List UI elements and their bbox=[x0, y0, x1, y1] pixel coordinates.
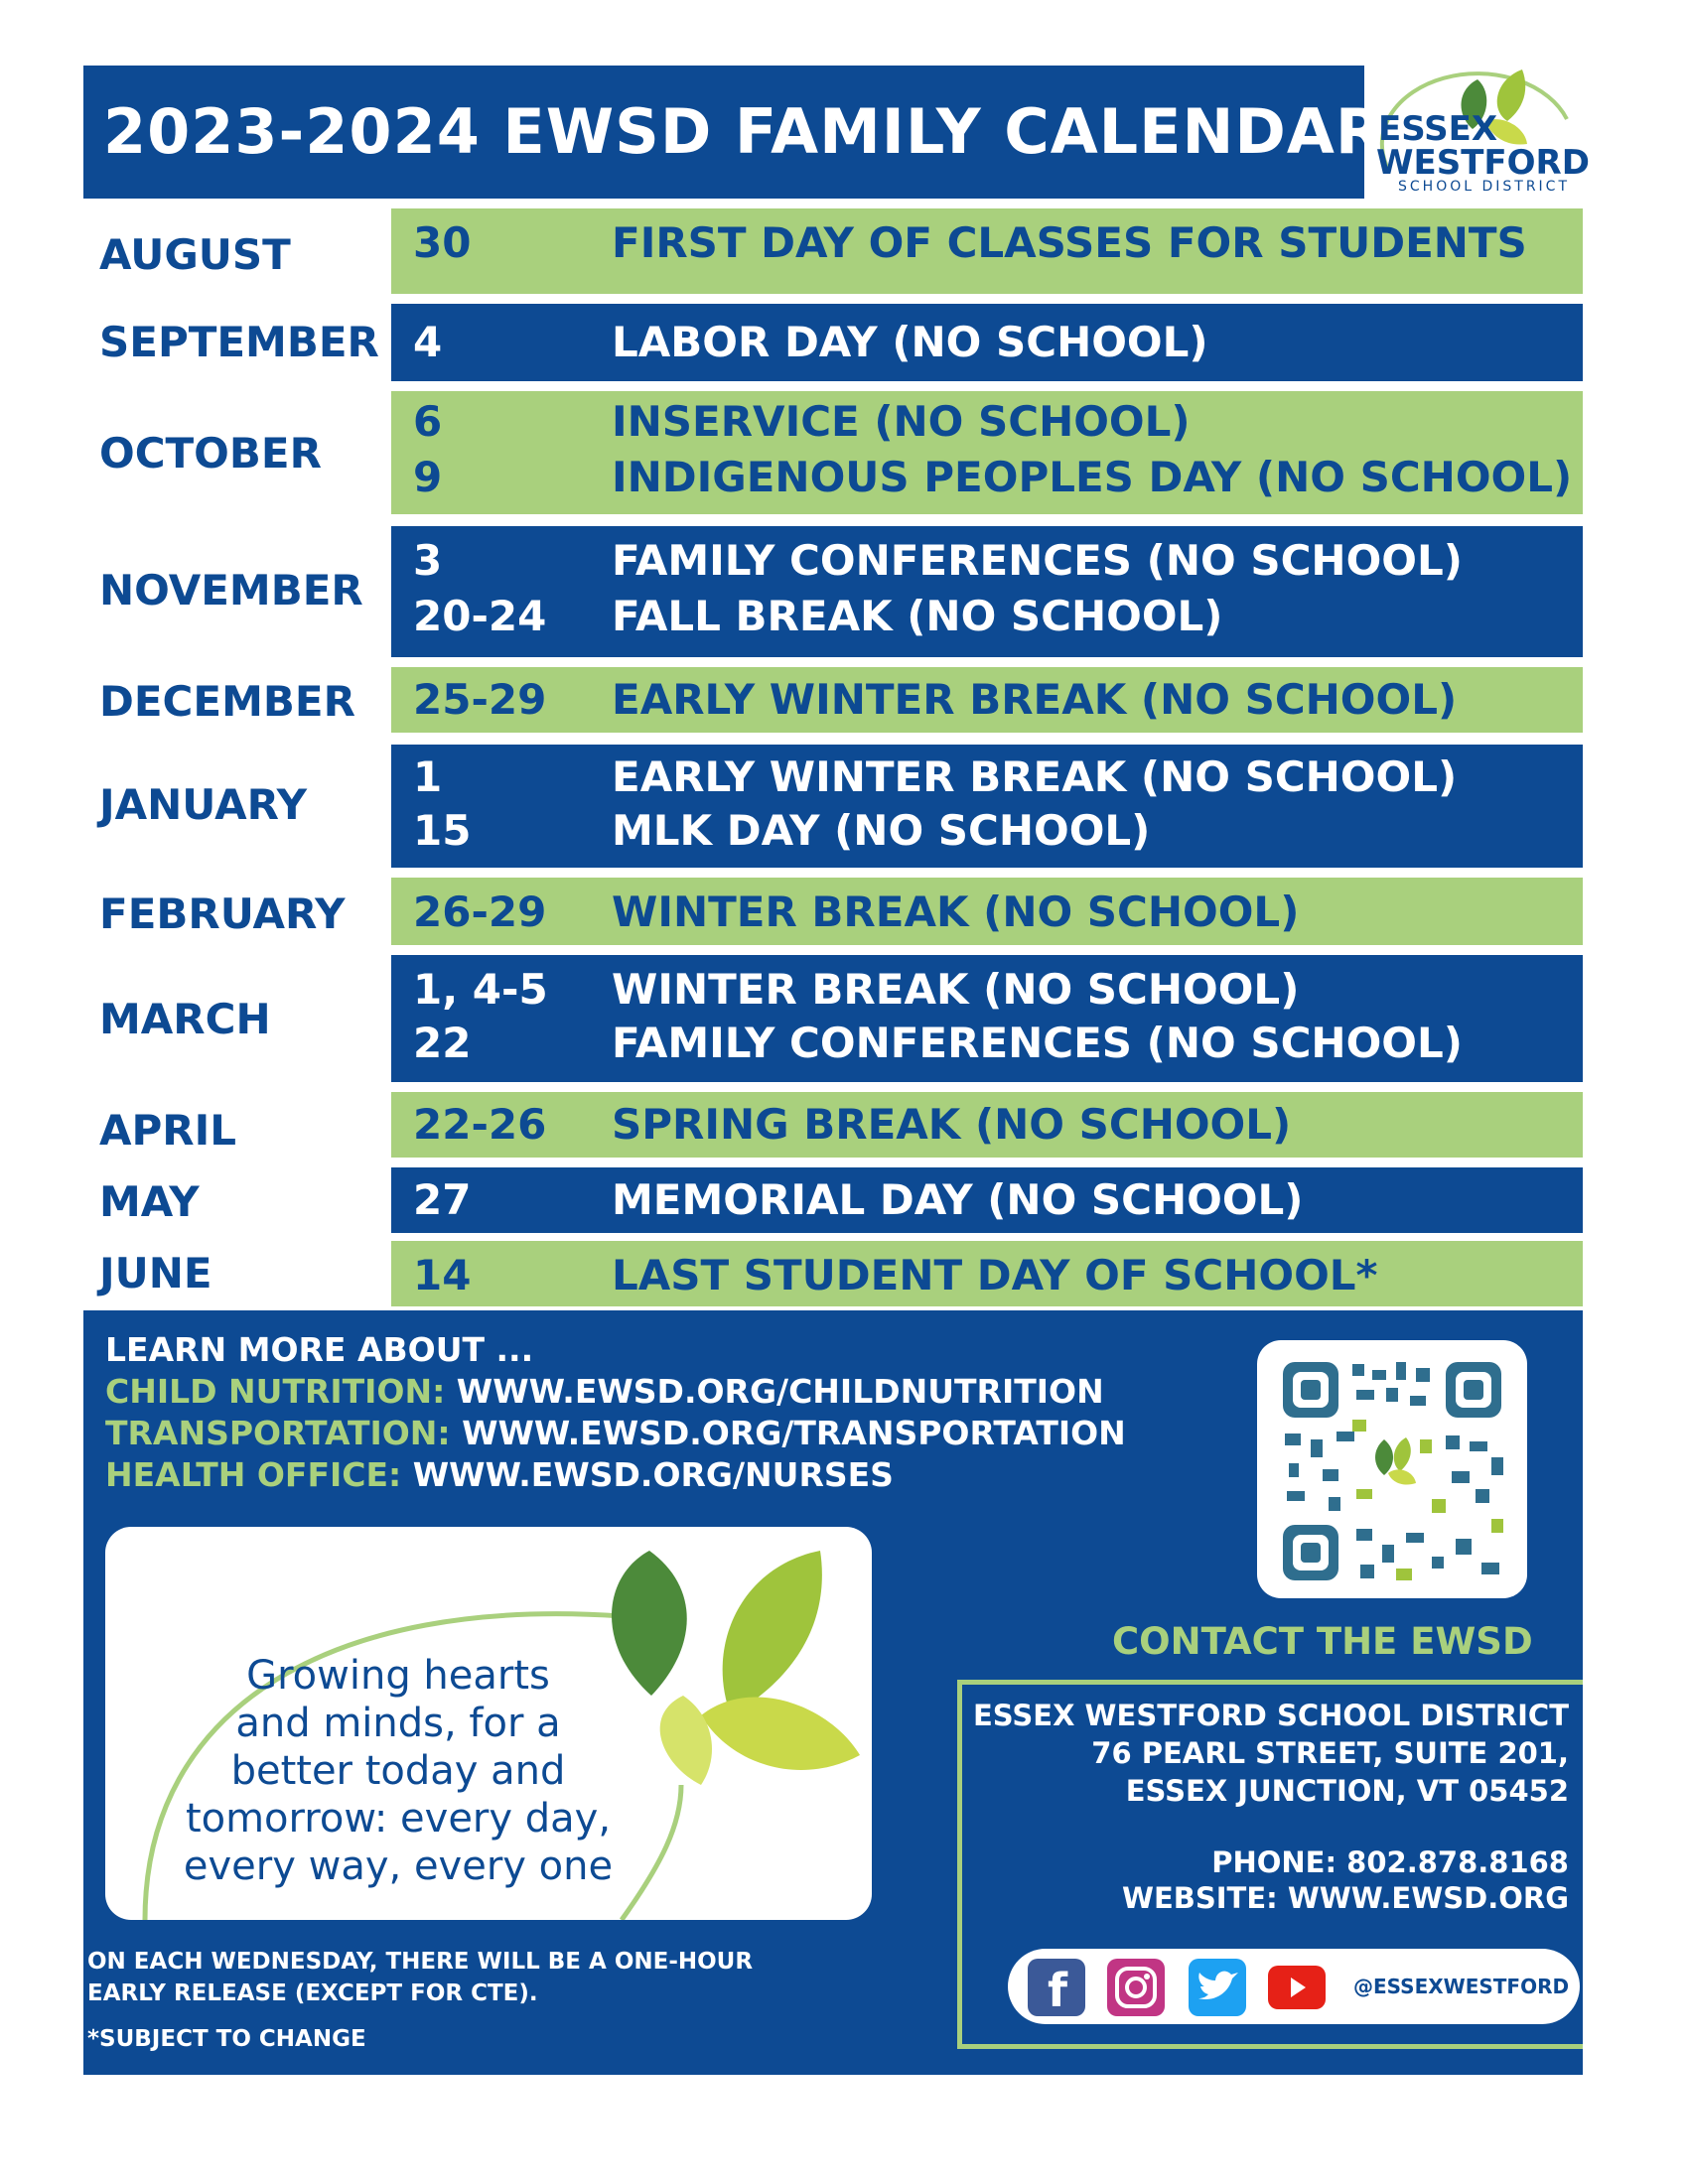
social-bar bbox=[1008, 1949, 1580, 2024]
svg-text:f: f bbox=[1048, 1964, 1068, 2016]
month-label: JUNE bbox=[99, 1249, 212, 1297]
event-desc: FALL BREAK (NO SCHOOL) bbox=[612, 592, 1223, 640]
event-date: 22-26 bbox=[413, 1100, 547, 1149]
event-date: 22 bbox=[413, 1019, 472, 1067]
page-title: 2023-2024 EWSD FAMILY CALENDAR bbox=[103, 95, 1384, 168]
event-desc: INDIGENOUS PEOPLES DAY (NO SCHOOL) bbox=[612, 453, 1573, 501]
event-desc: FIRST DAY OF CLASSES FOR STUDENTS bbox=[612, 218, 1527, 267]
month-label: MAY bbox=[99, 1177, 200, 1226]
link-label: HEALTH OFFICE: bbox=[105, 1455, 402, 1494]
wednesday-note-line2: EARLY RELEASE (EXCEPT FOR CTE). bbox=[87, 1980, 538, 2006]
contact-street: 76 PEARL STREET, SUITE 201, bbox=[1091, 1736, 1569, 1770]
month-label: FEBRUARY bbox=[99, 889, 346, 938]
logo-text-line2: WESTFORD bbox=[1376, 143, 1590, 183]
link-url[interactable]: WWW.EWSD.ORG/TRANSPORTATION bbox=[462, 1414, 1126, 1452]
event-band bbox=[391, 1167, 1583, 1233]
month-label: JANUARY bbox=[99, 780, 308, 829]
info-panel bbox=[83, 1310, 1583, 2075]
event-date: 4 bbox=[413, 318, 443, 366]
logo-text-line3: SCHOOL DISTRICT bbox=[1398, 179, 1571, 195]
slogan-card bbox=[105, 1527, 872, 1920]
event-date: 30 bbox=[413, 218, 472, 267]
event-band bbox=[391, 208, 1583, 294]
event-band bbox=[391, 526, 1583, 657]
event-desc: MLK DAY (NO SCHOOL) bbox=[612, 806, 1151, 855]
contact-name: ESSEX WESTFORD SCHOOL DISTRICT bbox=[972, 1699, 1569, 1732]
instagram-icon[interactable] bbox=[1107, 1959, 1165, 2016]
slogan-line: and minds, for a bbox=[235, 1701, 561, 1746]
event-band bbox=[391, 955, 1583, 1082]
contact-website[interactable]: WEBSITE: WWW.EWSD.ORG bbox=[1121, 1881, 1569, 1915]
link-child-nutrition bbox=[105, 1372, 1104, 1411]
link-url[interactable]: WWW.EWSD.ORG/NURSES bbox=[412, 1455, 894, 1494]
link-label: TRANSPORTATION: bbox=[105, 1414, 451, 1452]
event-desc: WINTER BREAK (NO SCHOOL) bbox=[612, 965, 1300, 1014]
learn-more-heading: LEARN MORE ABOUT ... bbox=[105, 1330, 534, 1369]
wednesday-note-line1: ON EACH WEDNESDAY, THERE WILL BE A ONE-HOUR bbox=[87, 1949, 754, 1975]
event-band bbox=[391, 1092, 1583, 1158]
month-label: SEPTEMBER bbox=[99, 318, 379, 366]
event-band bbox=[391, 1241, 1583, 1306]
event-band bbox=[391, 391, 1583, 514]
event-desc: SPRING BREAK (NO SCHOOL) bbox=[612, 1100, 1292, 1149]
event-desc: EARLY WINTER BREAK (NO SCHOOL) bbox=[612, 752, 1458, 801]
link-transportation bbox=[105, 1414, 1126, 1452]
wednesday-note bbox=[87, 1946, 753, 2009]
ewsd-logo bbox=[1368, 60, 1590, 199]
month-label: AUGUST bbox=[99, 230, 291, 279]
title-bar bbox=[83, 66, 1384, 199]
link-health-office bbox=[105, 1455, 894, 1494]
event-desc: INSERVICE (NO SCHOOL) bbox=[612, 397, 1191, 446]
event-band bbox=[391, 304, 1583, 381]
month-label: APRIL bbox=[99, 1106, 237, 1155]
event-date: 1, 4-5 bbox=[413, 965, 548, 1014]
logo-text-line1: ESSEX bbox=[1378, 109, 1498, 149]
contact-phone[interactable]: PHONE: 802.878.8168 bbox=[1211, 1845, 1569, 1879]
twitter-icon[interactable] bbox=[1189, 1959, 1246, 2016]
event-desc: WINTER BREAK (NO SCHOOL) bbox=[612, 887, 1300, 936]
event-desc: EARLY WINTER BREAK (NO SCHOOL) bbox=[612, 675, 1458, 724]
event-date: 20-24 bbox=[413, 592, 547, 640]
slogan-text bbox=[145, 1652, 651, 1890]
event-date: 26-29 bbox=[413, 887, 547, 936]
slogan-line: every way, every one bbox=[183, 1843, 614, 1889]
event-band bbox=[391, 878, 1583, 945]
event-desc: FAMILY CONFERENCES (NO SCHOOL) bbox=[612, 536, 1463, 585]
event-desc: FAMILY CONFERENCES (NO SCHOOL) bbox=[612, 1019, 1463, 1067]
month-label: DECEMBER bbox=[99, 677, 355, 726]
event-date: 6 bbox=[413, 397, 443, 446]
month-label: OCTOBER bbox=[99, 429, 322, 478]
event-date: 15 bbox=[413, 806, 472, 855]
slogan-line: better today and bbox=[230, 1748, 566, 1794]
event-desc: LABOR DAY (NO SCHOOL) bbox=[612, 318, 1208, 366]
event-date: 3 bbox=[413, 536, 443, 585]
contact-box bbox=[957, 1680, 1583, 2049]
event-band bbox=[391, 667, 1583, 733]
youtube-icon[interactable] bbox=[1268, 1966, 1326, 2009]
facebook-icon[interactable] bbox=[1028, 1959, 1085, 2016]
slogan-line: tomorrow: every day, bbox=[185, 1796, 612, 1842]
event-band bbox=[391, 745, 1583, 868]
qr-code-icon bbox=[1257, 1340, 1527, 1598]
contact-city: ESSEX JUNCTION, VT 05452 bbox=[1125, 1774, 1569, 1808]
contact-heading: CONTACT THE EWSD bbox=[1112, 1620, 1533, 1663]
subject-to-change-note: *SUBJECT TO CHANGE bbox=[87, 2026, 366, 2052]
month-label: NOVEMBER bbox=[99, 566, 363, 614]
event-date: 1 bbox=[413, 752, 443, 801]
event-desc: MEMORIAL DAY (NO SCHOOL) bbox=[612, 1175, 1304, 1224]
month-label: MARCH bbox=[99, 995, 271, 1043]
link-url[interactable]: WWW.EWSD.ORG/CHILDNUTRITION bbox=[456, 1372, 1104, 1411]
event-date: 25-29 bbox=[413, 675, 547, 724]
event-date: 27 bbox=[413, 1175, 472, 1224]
qr-code[interactable] bbox=[1257, 1340, 1527, 1598]
event-date: 14 bbox=[413, 1251, 472, 1299]
event-desc: LAST STUDENT DAY OF SCHOOL* bbox=[612, 1251, 1378, 1299]
slogan-line: Growing hearts bbox=[246, 1653, 550, 1699]
event-date: 9 bbox=[413, 453, 443, 501]
link-label: CHILD NUTRITION: bbox=[105, 1372, 446, 1411]
social-handle[interactable]: @ESSEXWESTFORD bbox=[1353, 1975, 1570, 1998]
